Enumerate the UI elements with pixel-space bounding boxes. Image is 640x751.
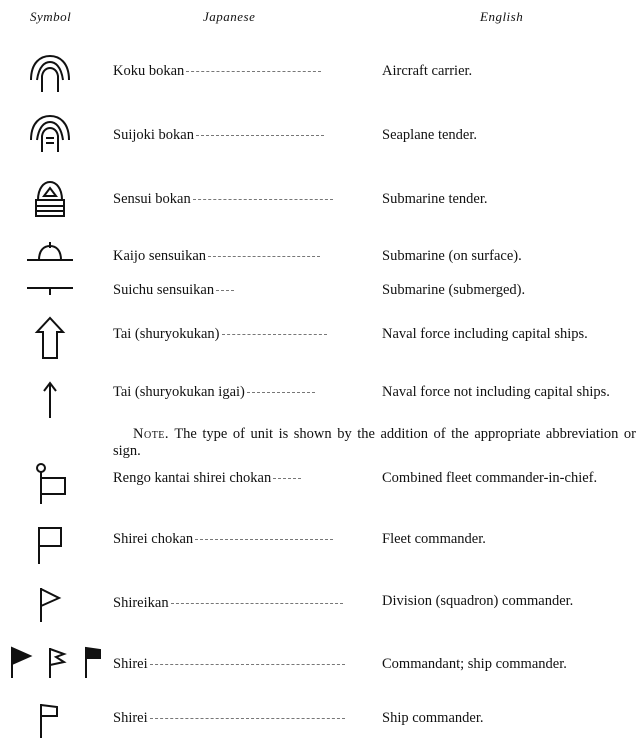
- japanese-term: Kaijo sensuikan: [113, 248, 207, 264]
- japanese-term: Tai (shuryokukan): [113, 326, 220, 342]
- english-term: Aircraft carrier.: [382, 63, 473, 79]
- header-english: English: [480, 9, 524, 24]
- japanese-term: Suijoki bokan: [113, 127, 194, 143]
- japanese-term: Rengo kantai shirei chokan: [113, 470, 272, 486]
- aircraft-carrier-icon: [0, 52, 100, 98]
- header-symbol: Symbol: [30, 9, 72, 24]
- header-japanese: Japanese: [203, 9, 256, 24]
- english-term: Commandant; ship commander.: [382, 656, 567, 672]
- double-arrow-icon: [0, 316, 100, 360]
- english-term: Naval force including capital ships.: [382, 326, 588, 342]
- english-term: Naval force not including capital ships.: [382, 384, 610, 400]
- japanese-term: Shirei chokan: [113, 531, 194, 547]
- english-term: Submarine (submerged).: [382, 282, 526, 298]
- english-term: Ship commander.: [382, 710, 484, 726]
- english-term: Division (squadron) commander.: [382, 593, 574, 609]
- ship-commander-flag-icon: [0, 702, 100, 740]
- english-term: Submarine tender.: [382, 191, 488, 207]
- japanese-term: Koku bokan: [113, 63, 185, 79]
- english-term: Combined fleet commander-in-chief.: [382, 470, 598, 486]
- japanese-term: Tai (shuryokukan igai): [113, 384, 245, 400]
- submarine-submerged-icon: [0, 282, 100, 298]
- commandant-flags-icon: [8, 646, 118, 680]
- pennant-flag-icon: [0, 586, 100, 624]
- single-arrow-icon: [0, 380, 100, 420]
- japanese-term: Shirei: [113, 656, 148, 672]
- submarine-surface-icon: [0, 242, 100, 264]
- english-term: Fleet commander.: [382, 531, 486, 547]
- english-term: Seaplane tender.: [382, 127, 478, 143]
- english-term: Submarine (on surface).: [382, 248, 522, 264]
- fleet-commander-flag-icon: [0, 526, 100, 566]
- note-label: Note.: [133, 426, 170, 442]
- note-paragraph: [113, 426, 636, 460]
- seaplane-tender-icon: [0, 112, 100, 158]
- note-text: The type of unit is shown by the addition of the appropriate abbreviation or sign.: [113, 426, 636, 459]
- japanese-term: Suichu sensuikan: [113, 282, 215, 298]
- japanese-term: Shirei: [113, 710, 148, 726]
- japanese-term: Sensui bokan: [113, 191, 191, 207]
- submarine-tender-icon: [0, 180, 100, 220]
- japanese-term: Shireikan: [113, 595, 169, 611]
- combined-fleet-flag-icon: [0, 462, 100, 506]
